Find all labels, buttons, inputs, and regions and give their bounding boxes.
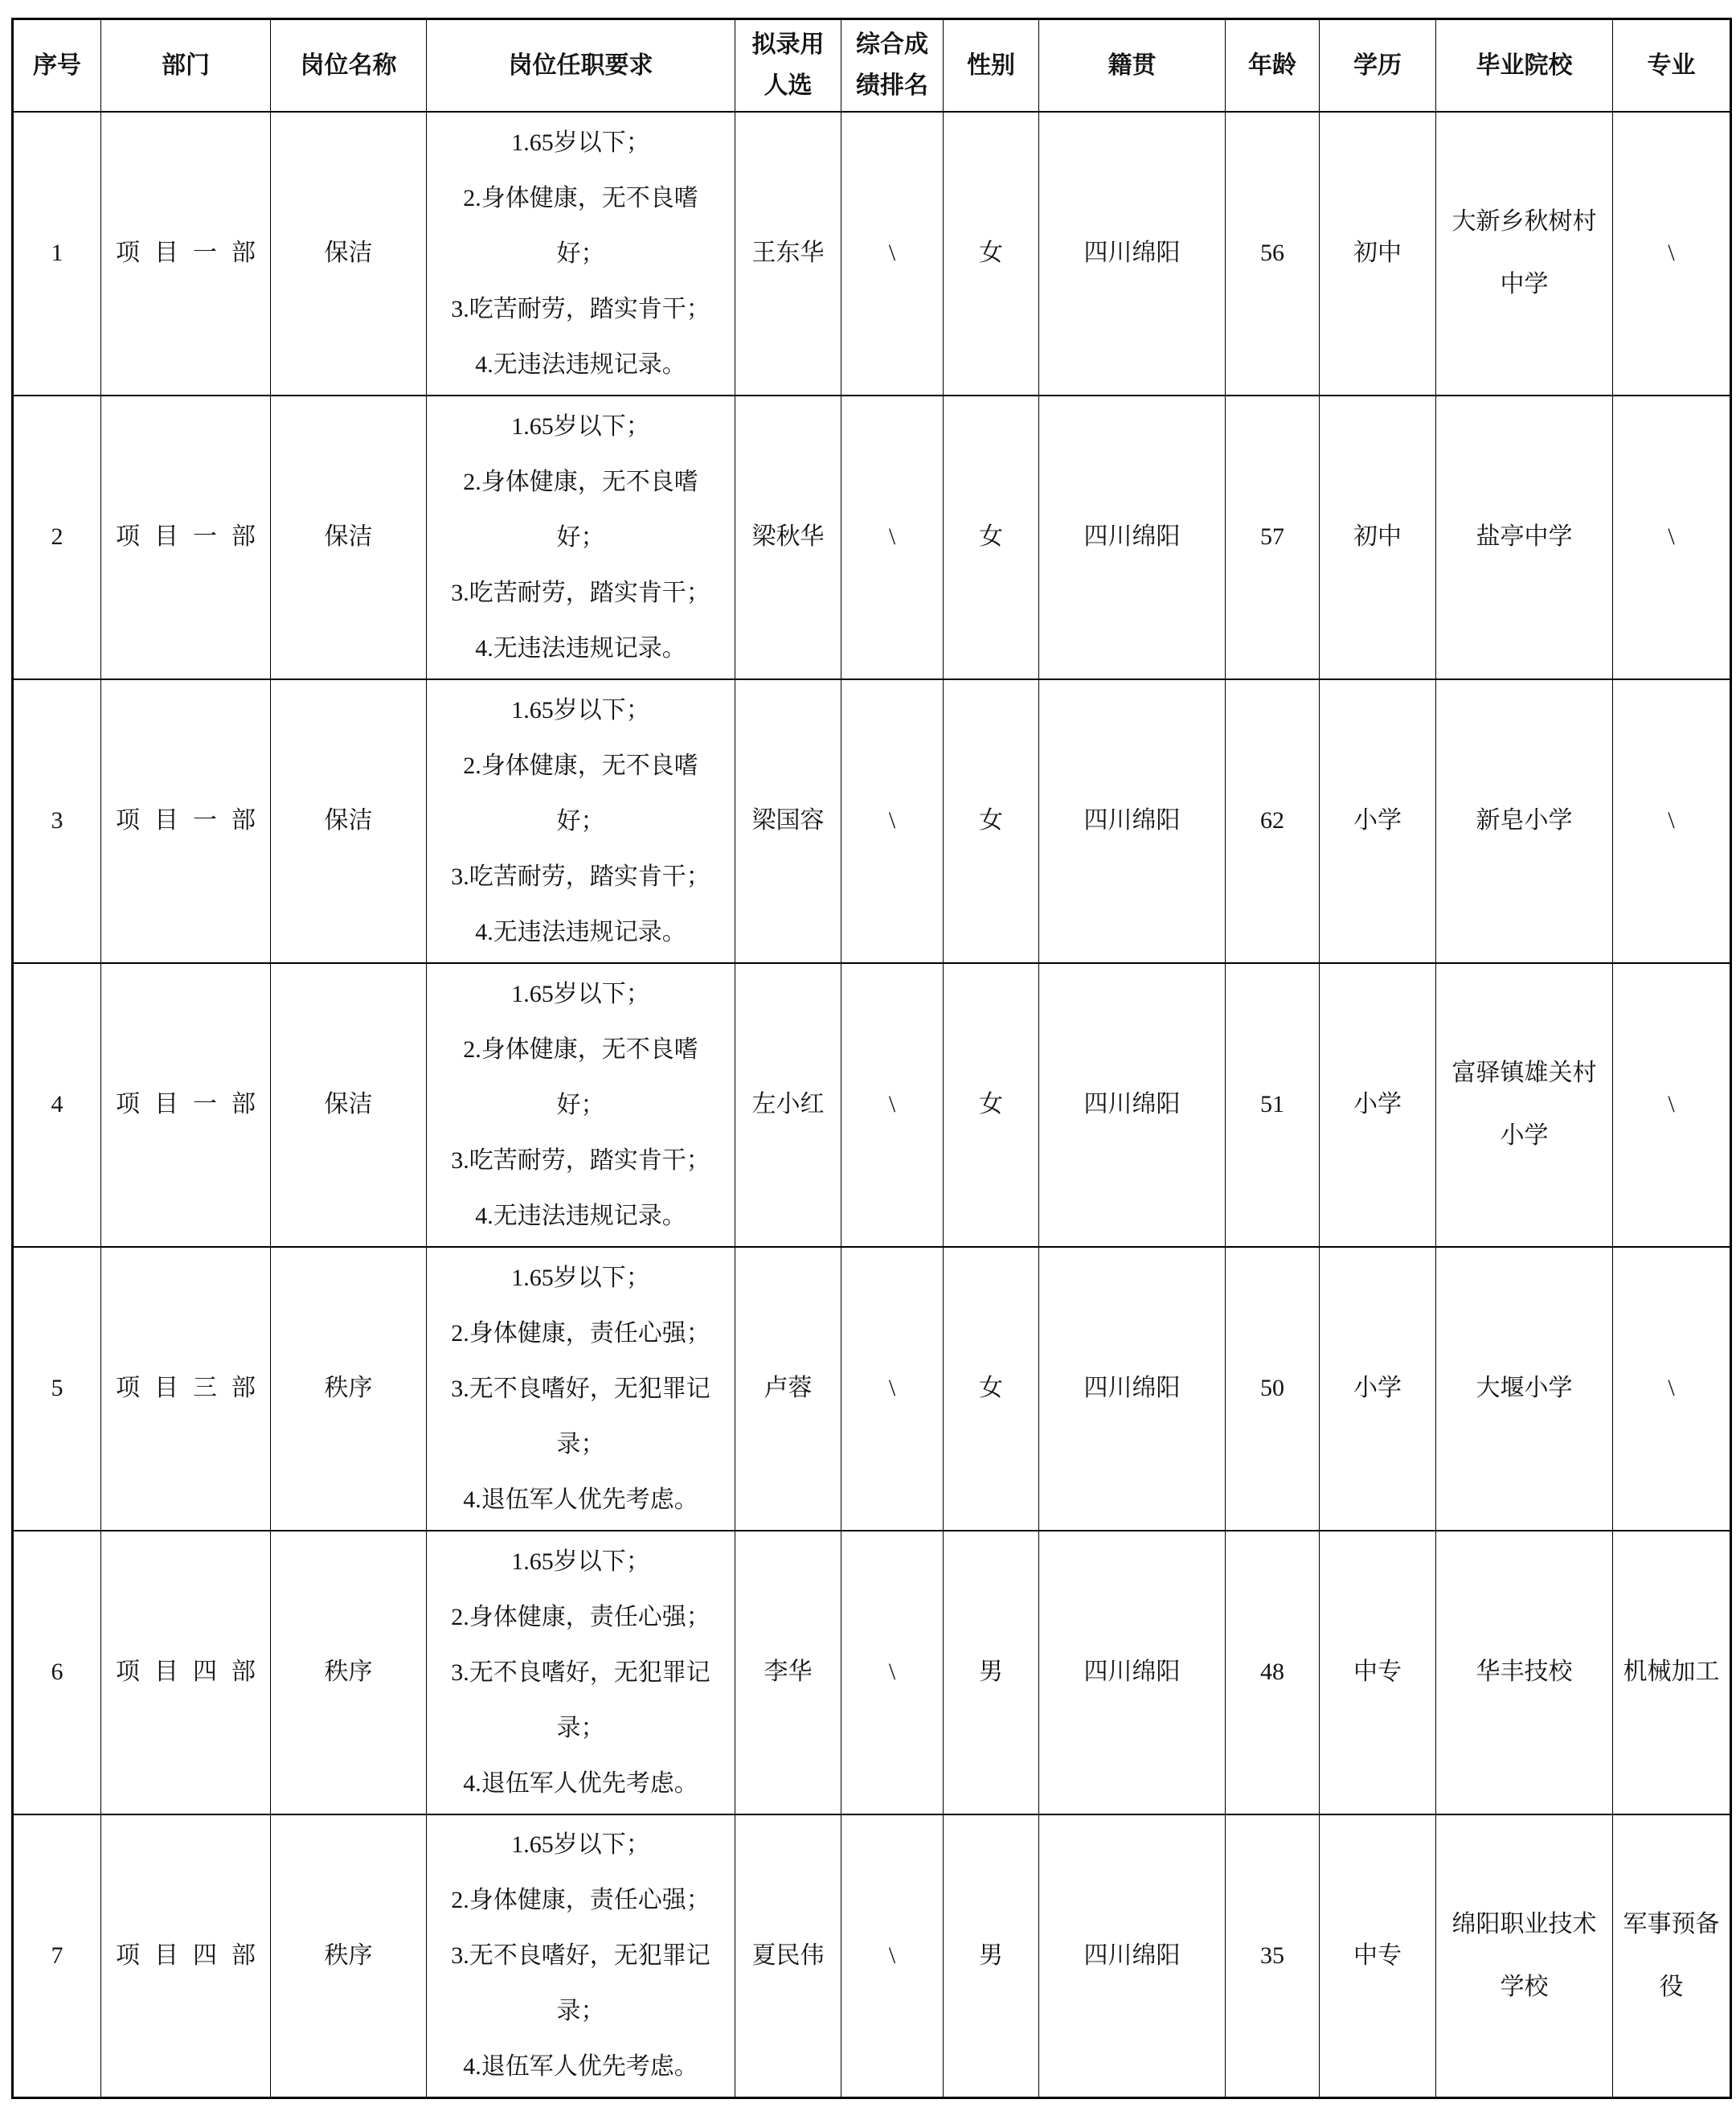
requirement-item: 4.无违法违规记录。 (475, 634, 686, 662)
cell-requirements (427, 1247, 735, 1531)
column-header-major: 专业 (1613, 19, 1731, 112)
requirement-item: 1.65岁以下； (511, 129, 650, 156)
cell-hometown: 四川绵阳 (1039, 1814, 1226, 2098)
cell-rank: \ (841, 1814, 944, 2098)
cell-major: \ (1613, 963, 1731, 1247)
cell-major: \ (1613, 679, 1731, 963)
cell-school: 新皂小学 (1436, 679, 1613, 963)
table-row (13, 112, 1731, 396)
cell-position: 保洁 (271, 112, 427, 396)
cell-hometown: 四川绵阳 (1039, 679, 1226, 963)
cell-candidate: 卢蓉 (735, 1247, 841, 1531)
cell-no: 4 (13, 963, 101, 1247)
recruitment-table (11, 18, 1732, 2099)
cell-position: 保洁 (271, 396, 427, 679)
cell-age: 48 (1226, 1531, 1320, 1814)
cell-position: 保洁 (271, 679, 427, 963)
requirement-item: 4.无违法违规记录。 (475, 351, 686, 378)
cell-rank: \ (841, 1247, 944, 1531)
requirement-item: 1.65岁以下； (511, 1264, 650, 1291)
cell-major: \ (1613, 112, 1731, 396)
column-header-hometown: 籍贯 (1039, 19, 1226, 112)
cell-age: 50 (1226, 1247, 1320, 1531)
cell-age: 56 (1226, 112, 1320, 396)
requirement-item: 3.吃苦耐劳，踏实肯干； (451, 863, 710, 890)
requirement-item: 3.无不良嗜好，无犯罪记录； (451, 1942, 710, 2025)
cell-no: 6 (13, 1531, 101, 1814)
cell-school: 华丰技校 (1436, 1531, 1613, 1814)
cell-department: 项目三部 (101, 1247, 271, 1531)
requirement-item: 2.身体健康，责任心强； (451, 1603, 710, 1630)
requirement-item: 2.身体健康，责任心强； (451, 1887, 710, 1914)
cell-rank: \ (841, 679, 944, 963)
requirement-item: 2.身体健康，责任心强； (451, 1319, 710, 1347)
cell-requirements (427, 1814, 735, 2098)
cell-candidate: 李华 (735, 1531, 841, 1814)
cell-hometown: 四川绵阳 (1039, 963, 1226, 1247)
requirement-item: 3.吃苦耐劳，踏实肯干； (451, 1146, 710, 1174)
cell-rank: \ (841, 1531, 944, 1814)
cell-major: 军事预备役 (1613, 1814, 1731, 2098)
cell-education: 初中 (1320, 396, 1436, 679)
requirement-item: 2.身体健康，无不良嗜好； (463, 1035, 698, 1118)
cell-education: 中专 (1320, 1814, 1436, 2098)
cell-major: \ (1613, 1247, 1731, 1531)
column-header-education: 学历 (1320, 19, 1436, 112)
table-row (13, 1531, 1731, 1814)
cell-school: 大新乡秋树村中学 (1436, 112, 1613, 396)
requirement-item: 2.身体健康，无不良嗜好； (463, 468, 698, 551)
requirement-item: 4.退伍军人优先考虑。 (463, 1769, 698, 1797)
table-row (13, 1814, 1731, 2098)
cell-candidate: 梁秋华 (735, 396, 841, 679)
requirement-item: 4.退伍军人优先考虑。 (463, 1486, 698, 1513)
cell-gender: 男 (944, 1814, 1039, 2098)
cell-candidate: 夏民伟 (735, 1814, 841, 2098)
cell-requirements (427, 112, 735, 396)
cell-candidate: 左小红 (735, 963, 841, 1247)
cell-no: 2 (13, 396, 101, 679)
column-header-requirements: 岗位任职要求 (427, 19, 735, 112)
cell-education: 小学 (1320, 679, 1436, 963)
cell-gender: 女 (944, 1247, 1039, 1531)
cell-age: 35 (1226, 1814, 1320, 2098)
cell-school: 盐亭中学 (1436, 396, 1613, 679)
requirement-item: 1.65岁以下； (511, 1548, 650, 1575)
requirement-item: 3.吃苦耐劳，踏实肯干； (451, 579, 710, 606)
cell-gender: 女 (944, 396, 1039, 679)
cell-position: 秩序 (271, 1531, 427, 1814)
table-row (13, 1247, 1731, 1531)
cell-major: \ (1613, 396, 1731, 679)
cell-rank: \ (841, 112, 944, 396)
cell-department: 项目一部 (101, 112, 271, 396)
cell-hometown: 四川绵阳 (1039, 396, 1226, 679)
requirement-item: 3.无不良嗜好，无犯罪记录； (451, 1659, 710, 1741)
column-header-no: 序号 (13, 19, 101, 112)
cell-no: 1 (13, 112, 101, 396)
table-row (13, 679, 1731, 963)
requirement-item: 4.无违法违规记录。 (475, 1202, 686, 1229)
cell-position: 秩序 (271, 1814, 427, 2098)
cell-no: 7 (13, 1814, 101, 2098)
cell-major: 机械加工 (1613, 1531, 1731, 1814)
column-header-school: 毕业院校 (1436, 19, 1613, 112)
requirement-item: 1.65岁以下； (511, 980, 650, 1007)
cell-requirements (427, 396, 735, 679)
column-header-age: 年龄 (1226, 19, 1320, 112)
cell-department: 项目一部 (101, 963, 271, 1247)
table-row (13, 396, 1731, 679)
cell-position: 保洁 (271, 963, 427, 1247)
cell-requirements (427, 679, 735, 963)
cell-no: 3 (13, 679, 101, 963)
cell-no: 5 (13, 1247, 101, 1531)
column-header-rank: 综合成绩排名 (841, 19, 944, 112)
cell-rank: \ (841, 396, 944, 679)
cell-requirements (427, 1531, 735, 1814)
column-header-position: 岗位名称 (271, 19, 427, 112)
cell-age: 62 (1226, 679, 1320, 963)
cell-school: 绵阳职业技术学校 (1436, 1814, 1613, 2098)
requirement-item: 4.无违法违规记录。 (475, 918, 686, 945)
cell-education: 初中 (1320, 112, 1436, 396)
requirement-item: 2.身体健康，无不良嗜好； (463, 752, 698, 834)
cell-gender: 女 (944, 963, 1039, 1247)
requirement-item: 1.65岁以下； (511, 1831, 650, 1859)
cell-position: 秩序 (271, 1247, 427, 1531)
cell-hometown: 四川绵阳 (1039, 1531, 1226, 1814)
cell-department: 项目一部 (101, 396, 271, 679)
column-header-gender: 性别 (944, 19, 1039, 112)
cell-gender: 女 (944, 679, 1039, 963)
cell-requirements (427, 963, 735, 1247)
cell-gender: 女 (944, 112, 1039, 396)
cell-candidate: 梁国容 (735, 679, 841, 963)
cell-rank: \ (841, 963, 944, 1247)
requirement-item: 3.吃苦耐劳，踏实肯干； (451, 295, 710, 322)
cell-age: 57 (1226, 396, 1320, 679)
cell-department: 项目四部 (101, 1814, 271, 2098)
cell-education: 小学 (1320, 1247, 1436, 1531)
column-header-department: 部门 (101, 19, 271, 112)
cell-department: 项目四部 (101, 1531, 271, 1814)
cell-hometown: 四川绵阳 (1039, 112, 1226, 396)
cell-age: 51 (1226, 963, 1320, 1247)
cell-hometown: 四川绵阳 (1039, 1247, 1226, 1531)
requirement-item: 1.65岁以下； (511, 412, 650, 440)
cell-candidate: 王东华 (735, 112, 841, 396)
requirement-item: 2.身体健康，无不良嗜好； (463, 184, 698, 267)
cell-school: 富驿镇雄关村小学 (1436, 963, 1613, 1247)
requirement-item: 1.65岁以下； (511, 696, 650, 724)
cell-education: 小学 (1320, 963, 1436, 1247)
cell-department: 项目一部 (101, 679, 271, 963)
cell-education: 中专 (1320, 1531, 1436, 1814)
requirement-item: 3.无不良嗜好，无犯罪记录； (451, 1375, 710, 1458)
cell-school: 大堰小学 (1436, 1247, 1613, 1531)
table-row (13, 963, 1731, 1247)
table-body (13, 112, 1731, 2098)
table-header-row (13, 19, 1731, 112)
cell-gender: 男 (944, 1531, 1039, 1814)
requirement-item: 4.退伍军人优先考虑。 (463, 2053, 698, 2081)
column-header-candidate: 拟录用人选 (735, 19, 841, 112)
